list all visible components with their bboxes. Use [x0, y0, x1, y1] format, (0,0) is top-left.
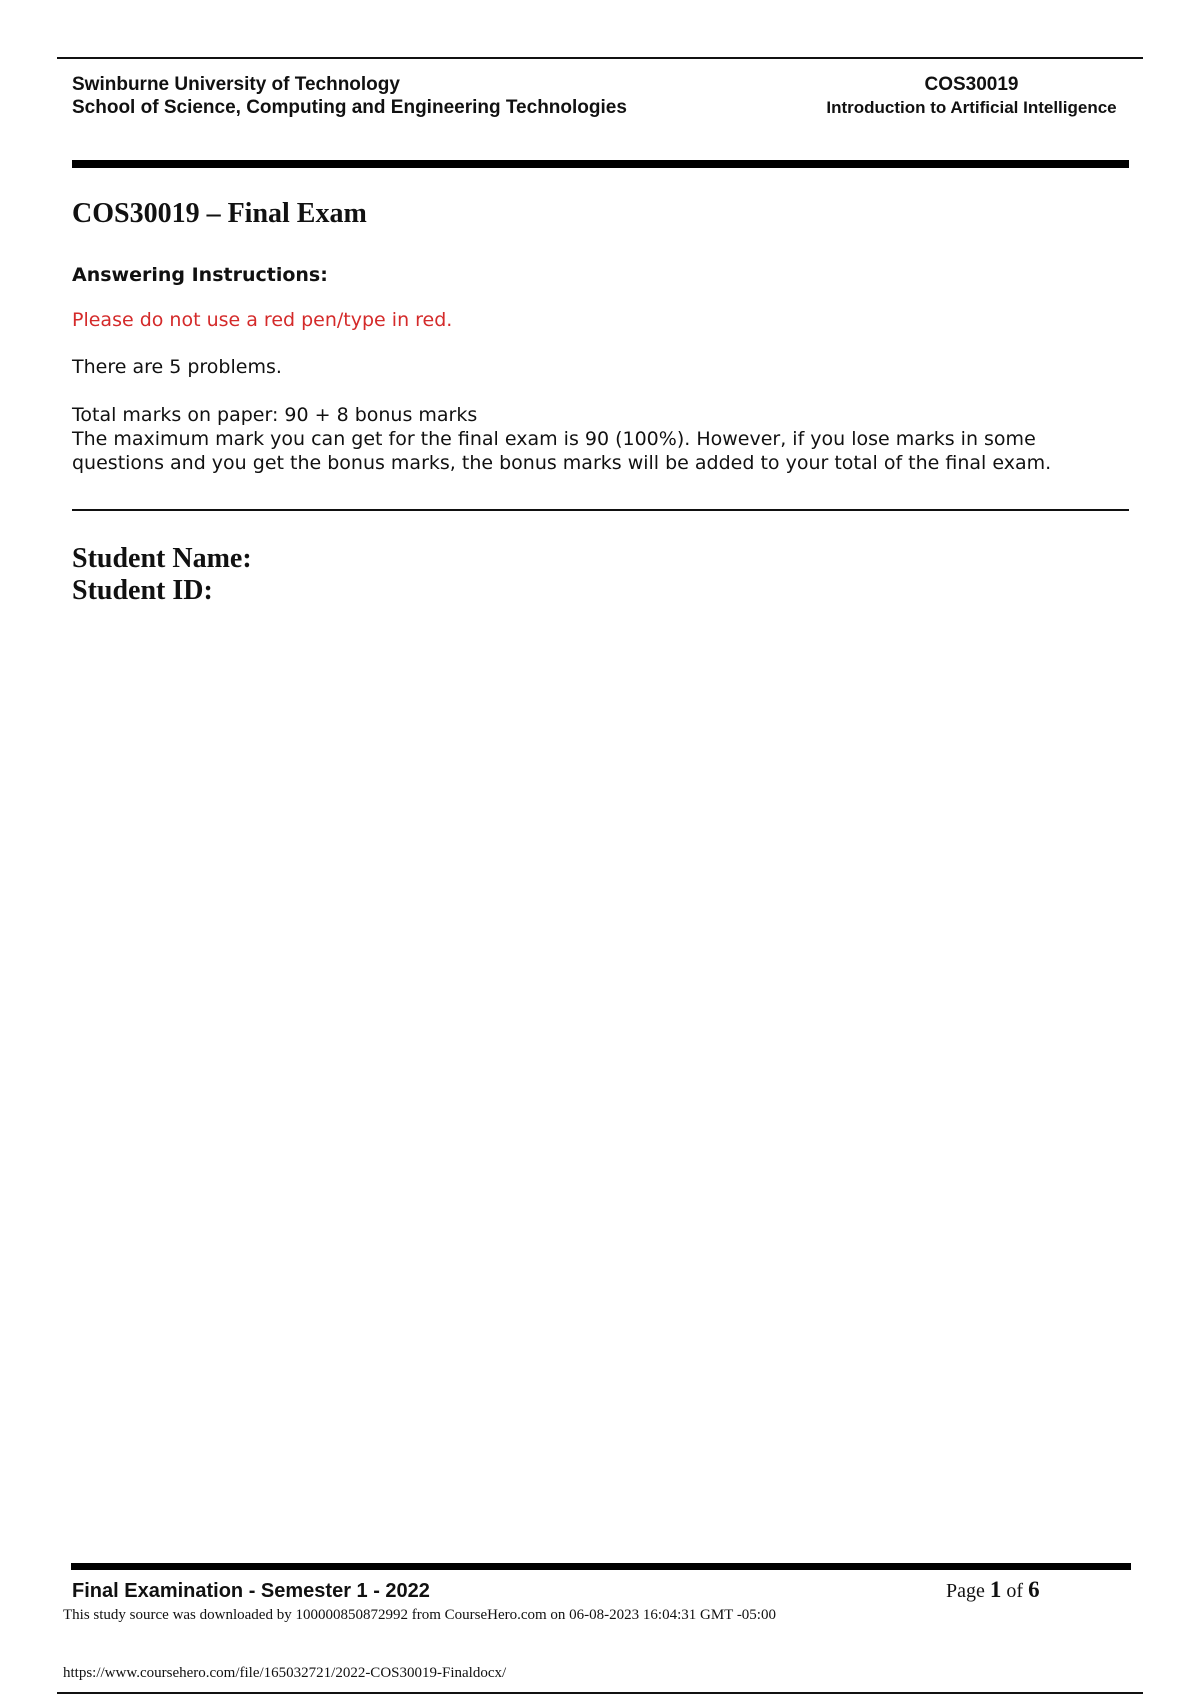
university-name: Swinburne University of Technology	[72, 74, 400, 95]
top-divider	[57, 57, 1143, 59]
student-name-label: Student Name:	[72, 543, 252, 574]
problem-count: There are 5 problems.	[72, 356, 282, 378]
header-institution	[72, 73, 627, 119]
course-code: COS30019	[924, 74, 1019, 95]
page-word: Page	[946, 1580, 985, 1602]
page-current: 1	[989, 1577, 1002, 1602]
header-course	[790, 73, 1153, 119]
page-indicator	[946, 1577, 1040, 1604]
page-of: of	[1006, 1580, 1024, 1602]
instructions-heading: Answering Instructions:	[72, 264, 328, 286]
footer-exam-label: Final Examination - Semester 1 - 2022	[72, 1580, 430, 1602]
marks-info	[72, 403, 1132, 475]
student-id-label: Student ID:	[72, 575, 213, 606]
footer-thick-divider	[71, 1563, 1131, 1570]
source-url: https://www.coursehero.com/file/165032721/2022-COS30019-Finaldocx/	[63, 1665, 507, 1681]
school-name: School of Science, Computing and Engineering Technologies	[72, 97, 627, 118]
page-total: 6	[1028, 1577, 1040, 1602]
instructions-divider	[72, 509, 1129, 511]
bottom-divider	[57, 1692, 1143, 1694]
header-thick-divider	[72, 160, 1129, 168]
download-notice: This study source was downloaded by 100000850872992 from CourseHero.com on 06-08-2023 16:04:31 GMT -05:00	[63, 1607, 776, 1623]
red-pen-warning: Please do not use a red pen/type in red.	[72, 309, 453, 331]
bonus-marks-note: The maximum mark you can get for the final exam is 90 (100%). However, if you lose marks in some questions and you get the bonus marks, the bonus marks will be added to your total of the final exam.	[72, 428, 1052, 474]
exam-title: COS30019 – Final Exam	[72, 198, 367, 229]
student-details	[72, 543, 252, 607]
total-marks: Total marks on paper: 90 + 8 bonus marks	[72, 404, 478, 426]
course-name: Introduction to Artificial Intelligence	[826, 98, 1117, 117]
